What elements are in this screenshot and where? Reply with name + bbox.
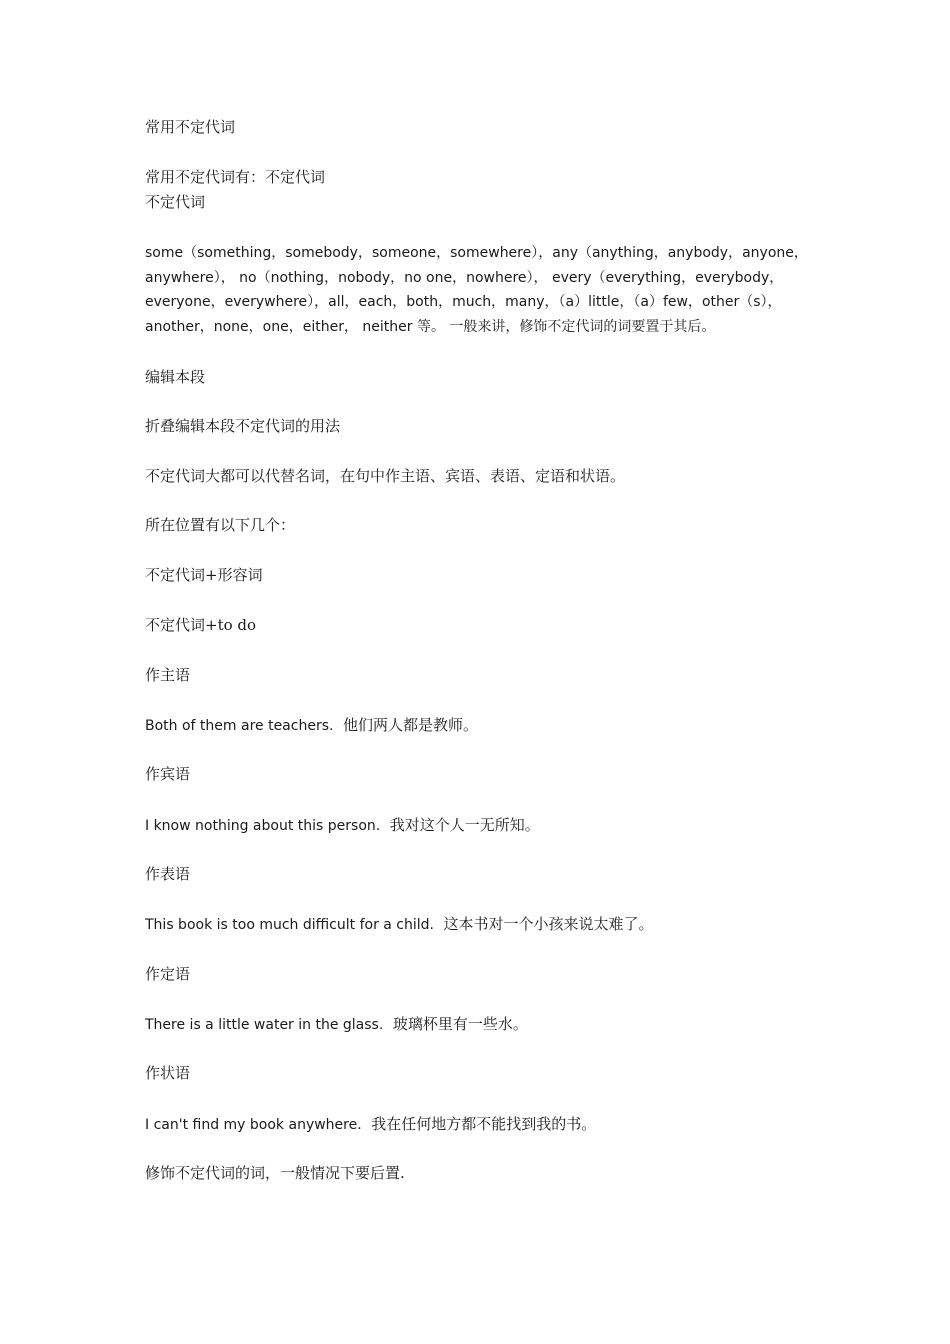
adverbial-example-chinese: 我在任何地方都不能找到我的书。 xyxy=(371,1115,597,1133)
predicative-heading: 作表语 xyxy=(145,865,191,883)
subject-heading: 作主语 xyxy=(145,666,191,684)
collapse-edit-usage-heading[interactable]: 折叠编辑本段不定代词的用法 xyxy=(145,417,341,435)
object-example-chinese: 我对这个人一无所知。 xyxy=(389,816,540,834)
object-example-english: I know nothing about this person. xyxy=(145,818,381,834)
usage-description: 不定代词大都可以代替名词，在句中作主语、宾语、表语、定语和状语。 xyxy=(145,467,626,485)
position-item-1: 不定代词+形容词 xyxy=(145,566,263,584)
object-example xyxy=(145,815,540,836)
subject-example-chinese: 他们两人都是教师。 xyxy=(343,716,479,734)
positions-intro: 所在位置有以下几个： xyxy=(145,516,296,534)
subject-example-english: Both of them are teachers. xyxy=(145,718,334,734)
predicative-example-english: This book is too much difficult for a child. xyxy=(145,917,434,933)
predicative-example xyxy=(145,914,654,935)
object-heading: 作宾语 xyxy=(145,765,191,783)
closing-note: 修饰不定代词的词，一般情况下要后置. xyxy=(145,1164,405,1182)
attributive-example-english: There is a little water in the glass. xyxy=(145,1017,384,1033)
attributive-example xyxy=(145,1014,528,1035)
subject-example xyxy=(145,715,478,736)
intro-subheading: 不定代词 xyxy=(145,193,206,211)
document-title: 常用不定代词 xyxy=(145,118,236,136)
pronoun-list-line-2: anywhere）， no（nothing，nobody，no one，nowhere）， every（everything，everybody， xyxy=(145,270,784,286)
adverbial-example xyxy=(145,1114,596,1135)
adverbial-example-english: I can't find my book anywhere. xyxy=(145,1117,362,1133)
predicative-example-chinese: 这本书对一个小孩来说太难了。 xyxy=(443,915,654,933)
position-item-2: 不定代词+to do xyxy=(145,616,257,634)
attributive-heading: 作定语 xyxy=(145,965,191,983)
adverbial-heading: 作状语 xyxy=(145,1064,191,1082)
pronoun-list-line-4: another，none，one，either， neither 等。 一般来讲，修饰不定代词的词要置于其后。 xyxy=(145,319,716,335)
intro-heading: 常用不定代词有：不定代词 xyxy=(145,168,326,186)
attributive-example-chinese: 玻璃杯里有一些水。 xyxy=(392,1015,528,1033)
pronoun-list-line-1: some（something，somebody，someone，somewhere），any（anything，anybody，anyone， xyxy=(145,245,808,261)
edit-section-link[interactable]: 编辑本段 xyxy=(145,368,206,386)
pronoun-list-line-3: everyone，everywhere），all，each，both，much，many，（a）little，（a）few，other（s）， xyxy=(145,294,782,310)
